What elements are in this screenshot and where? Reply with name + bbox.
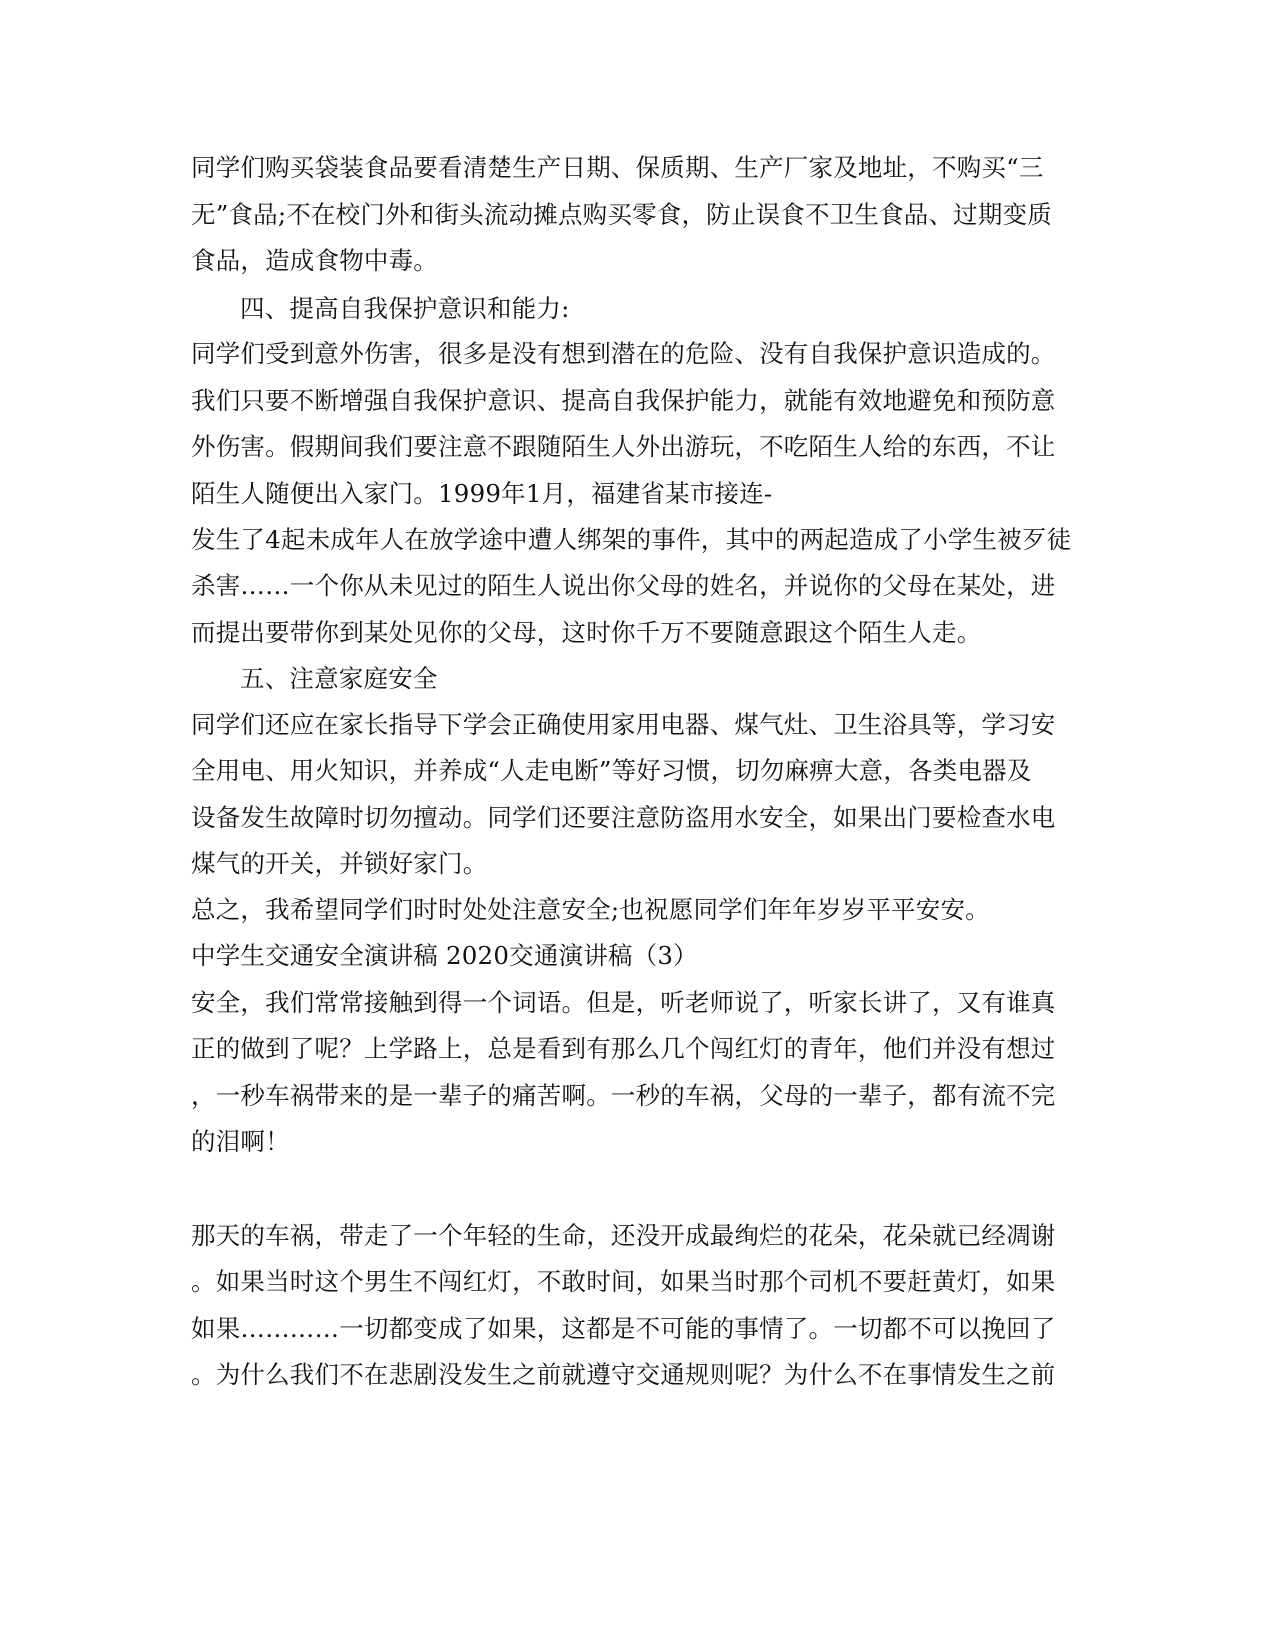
section-heading: 五、注意家庭安全 bbox=[240, 664, 438, 693]
text-line: 。为什么我们不在悲剧没发生之前就遵守交通规则呢？为什么不在事情发生之前 bbox=[191, 1360, 1056, 1389]
article-title: 中学生交通安全演讲稿 2020交通演讲稿（3） bbox=[191, 941, 698, 970]
text-line: 外伤害。假期间我们要注意不跟随陌生人外出游玩，不吃陌生人给的东西，不让 bbox=[191, 432, 1056, 461]
text-line: 同学们还应在家长指导下学会正确使用家用电器、煤气灶、卫生浴具等，学习安 bbox=[191, 710, 1056, 739]
text-line: ，一秒车祸带来的是一辈子的痛苦啊。一秒的车祸，父母的一辈子，都有流不完 bbox=[191, 1081, 1056, 1110]
text-line: 同学们购买袋装食品要看清楚生产日期、保质期、生产厂家及地址，不购买“三 bbox=[191, 153, 1044, 182]
text-line: 发生了4起未成年人在放学途中遭人绑架的事件，其中的两起造成了小学生被歹徒 bbox=[191, 525, 1072, 554]
text-line: 。如果当时这个男生不闯红灯，不敢时间，如果当时那个司机不要赶黄灯，如果 bbox=[191, 1267, 1056, 1296]
text-line: 如果…………一切都变成了如果，这都是不可能的事情了。一切都不可以挽回了 bbox=[191, 1314, 1056, 1343]
text-line: 总之，我希望同学们时时处处注意安全;也祝愿同学们年年岁岁平平安安。 bbox=[191, 895, 990, 924]
text-line: 杀害……一个你从未见过的陌生人说出你父母的姓名，并说你的父母在某处，进 bbox=[191, 571, 1056, 600]
text-line: 无”食品;不在校门外和街头流动摊点购买零食，防止误食不卫生食品、过期变质 bbox=[191, 200, 1052, 229]
text-line: 全用电、用火知识，并养成“人走电断”等好习惯，切勿麻痹大意，各类电器及 bbox=[191, 756, 1032, 785]
text-line: 我们只要不断增强自我保护意识、提高自我保护能力，就能有效地避免和预防意 bbox=[191, 386, 1056, 415]
text-line: 煤气的开关，并锁好家门。 bbox=[191, 849, 488, 878]
text-line: 而提出要带你到某处见你的父母，这时你千万不要随意跟这个陌生人走。 bbox=[191, 618, 982, 647]
text-line: 同学们受到意外伤害，很多是没有想到潜在的危险、没有自我保护意识造成的。 bbox=[191, 339, 1056, 368]
text-line: 那天的车祸，带走了一个年轻的生命，还没开成最绚烂的花朵，花朵就已经凋谢 bbox=[191, 1221, 1056, 1250]
text-line: 的泪啊！ bbox=[191, 1127, 290, 1156]
text-line: 食品，造成食物中毒。 bbox=[191, 246, 438, 275]
text-line: 安全，我们常常接触到得一个词语。但是，听老师说了，听家长讲了，又有谁真 bbox=[191, 988, 1056, 1017]
text-line: 正的做到了呢？上学路上，总是看到有那么几个闯红灯的青年，他们并没有想过 bbox=[191, 1034, 1056, 1063]
section-heading: 四、提高自我保护意识和能力: bbox=[240, 294, 570, 323]
text-line: 设备发生故障时切勿擅动。同学们还要注意防盗用水安全，如果出门要检查水电 bbox=[191, 803, 1056, 832]
text-line: 陌生人随便出入家门。1999年1月，福建省某市接连- bbox=[191, 479, 773, 508]
